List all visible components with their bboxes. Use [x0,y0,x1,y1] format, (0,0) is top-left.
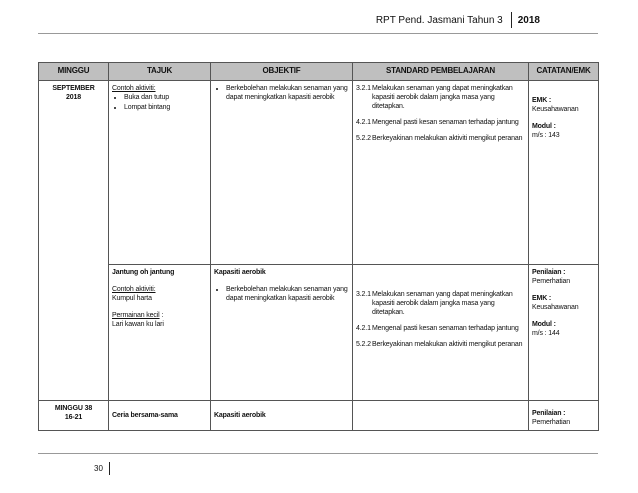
game-name: Lari kawan ku lari [112,321,164,329]
week-label: MINGGU 38 [54,405,93,412]
tajuk-title: Ceria bersama-sama [112,411,178,419]
activity-heading: Contoh aktiviti: [112,286,156,294]
week-cell [39,81,109,401]
table-row [39,81,599,265]
catatan-cell [529,81,599,265]
modul-label: Modul : [532,123,556,131]
objective-list [214,285,349,303]
standard-number: 4.2.1 [356,119,371,127]
standard-text: Melakukan senaman yang dapat meningkatkan kapasiti aerobik dalam jangka masa yang ditetapkan. [372,291,513,317]
modul-label: Modul : [532,321,556,329]
page-footer [94,462,110,475]
standard-cell [353,401,529,431]
objective-title: Kapasiti aerobik [214,269,266,276]
standard-cell [353,265,529,401]
activity-name: Kumpul harta [112,295,152,303]
modul-value: m/s : 144 [532,330,560,338]
header-separator [511,12,512,28]
week-year: 2018 [66,94,81,102]
tajuk-cell [109,81,211,265]
standard-cell [353,81,529,265]
catatan-cell [529,265,599,401]
standard-text: Mengenal pasti kesan senaman terhadap jantung [372,119,519,127]
objective-title: Kapasiti aerobik [214,411,266,419]
standard-number: 5.2.2 [356,341,371,349]
objective-list [214,84,349,102]
game-heading-colon: : [159,312,164,320]
emk-label: EMK : [532,97,552,104]
penilaian-value: Pemerhatian [532,278,571,286]
catatan-cell [529,401,599,431]
page-number: 30 [94,464,103,473]
standard-item [356,324,525,333]
emk-value: Keusahawanan [532,304,579,312]
standard-number: 3.2.1 [356,291,371,298]
col-header-standard: STANDARD PEMBELAJARAN [353,63,529,81]
col-header-objektif: OBJEKTIF [211,63,353,81]
list-item: • Berkebolehan melakukan senaman yang dapat meningkatkan kapasiti aerobik [226,285,349,303]
objektif-cell [211,81,353,265]
standard-item [356,84,525,111]
page-header [376,12,540,28]
penilaian-label: Penilaian : [532,269,566,276]
standard-item [356,118,525,127]
tajuk-title: Jantung oh jantung [112,269,175,276]
emk-label: EMK : [532,295,552,303]
header-title: RPT Pend. Jasmani Tahun 3 [375,14,503,26]
standard-number: 4.2.1 [356,325,371,333]
table-header-row [39,63,599,81]
list-item: • Lompat bintang [124,103,207,112]
activity-list [112,93,207,112]
penilaian-label: Penilaian : [532,409,566,417]
list-item: • Berkebolehan melakukan senaman yang dapat meningkatkan kapasiti aerobik [226,84,349,102]
tajuk-cell [109,401,211,431]
footer-rule [38,453,598,454]
header-rule [38,33,598,34]
week-cell [39,401,109,431]
tajuk-cell [109,265,211,401]
standard-text: Mengenal pasti kesan senaman terhadap jantung [372,325,519,333]
game-heading-line [112,311,207,320]
header-year: 2018 [517,14,540,26]
standard-text: Berkeyakinan melakukan aktiviti mengikut peranan [372,135,523,143]
week-range: 16-21 [64,414,83,422]
objektif-cell [211,265,353,401]
activity-heading: Contoh aktiviti: [112,85,156,92]
table-row [39,401,599,431]
standard-number: 5.2.2 [356,135,371,143]
col-header-tajuk: TAJUK [109,63,211,81]
standard-text: Berkeyakinan melakukan aktiviti mengikut peranan [372,341,523,349]
penilaian-value: Pemerhatian [532,418,571,426]
standard-number: 3.2.1 [356,85,371,92]
standard-item [356,134,525,143]
objektif-cell [211,401,353,431]
standard-text: Melakukan senaman yang dapat meningkatkan kapasiti aerobik dalam jangka masa yang ditetapkan. [372,85,513,111]
col-header-minggu: MINGGU [39,63,109,81]
footer-separator [109,462,110,475]
week-month: SEPTEMBER [52,85,95,92]
emk-value: Keusahawanan [532,106,579,114]
table-row [39,265,599,401]
game-heading: Permainan kecil [112,312,160,320]
modul-value: m/s : 143 [532,132,560,140]
col-header-catatan: CATATAN/EMK [529,63,599,81]
standard-item [356,340,525,349]
list-item: • Buka dan tutup [124,93,207,102]
standard-item [356,290,525,317]
lesson-plan-table [38,62,599,431]
